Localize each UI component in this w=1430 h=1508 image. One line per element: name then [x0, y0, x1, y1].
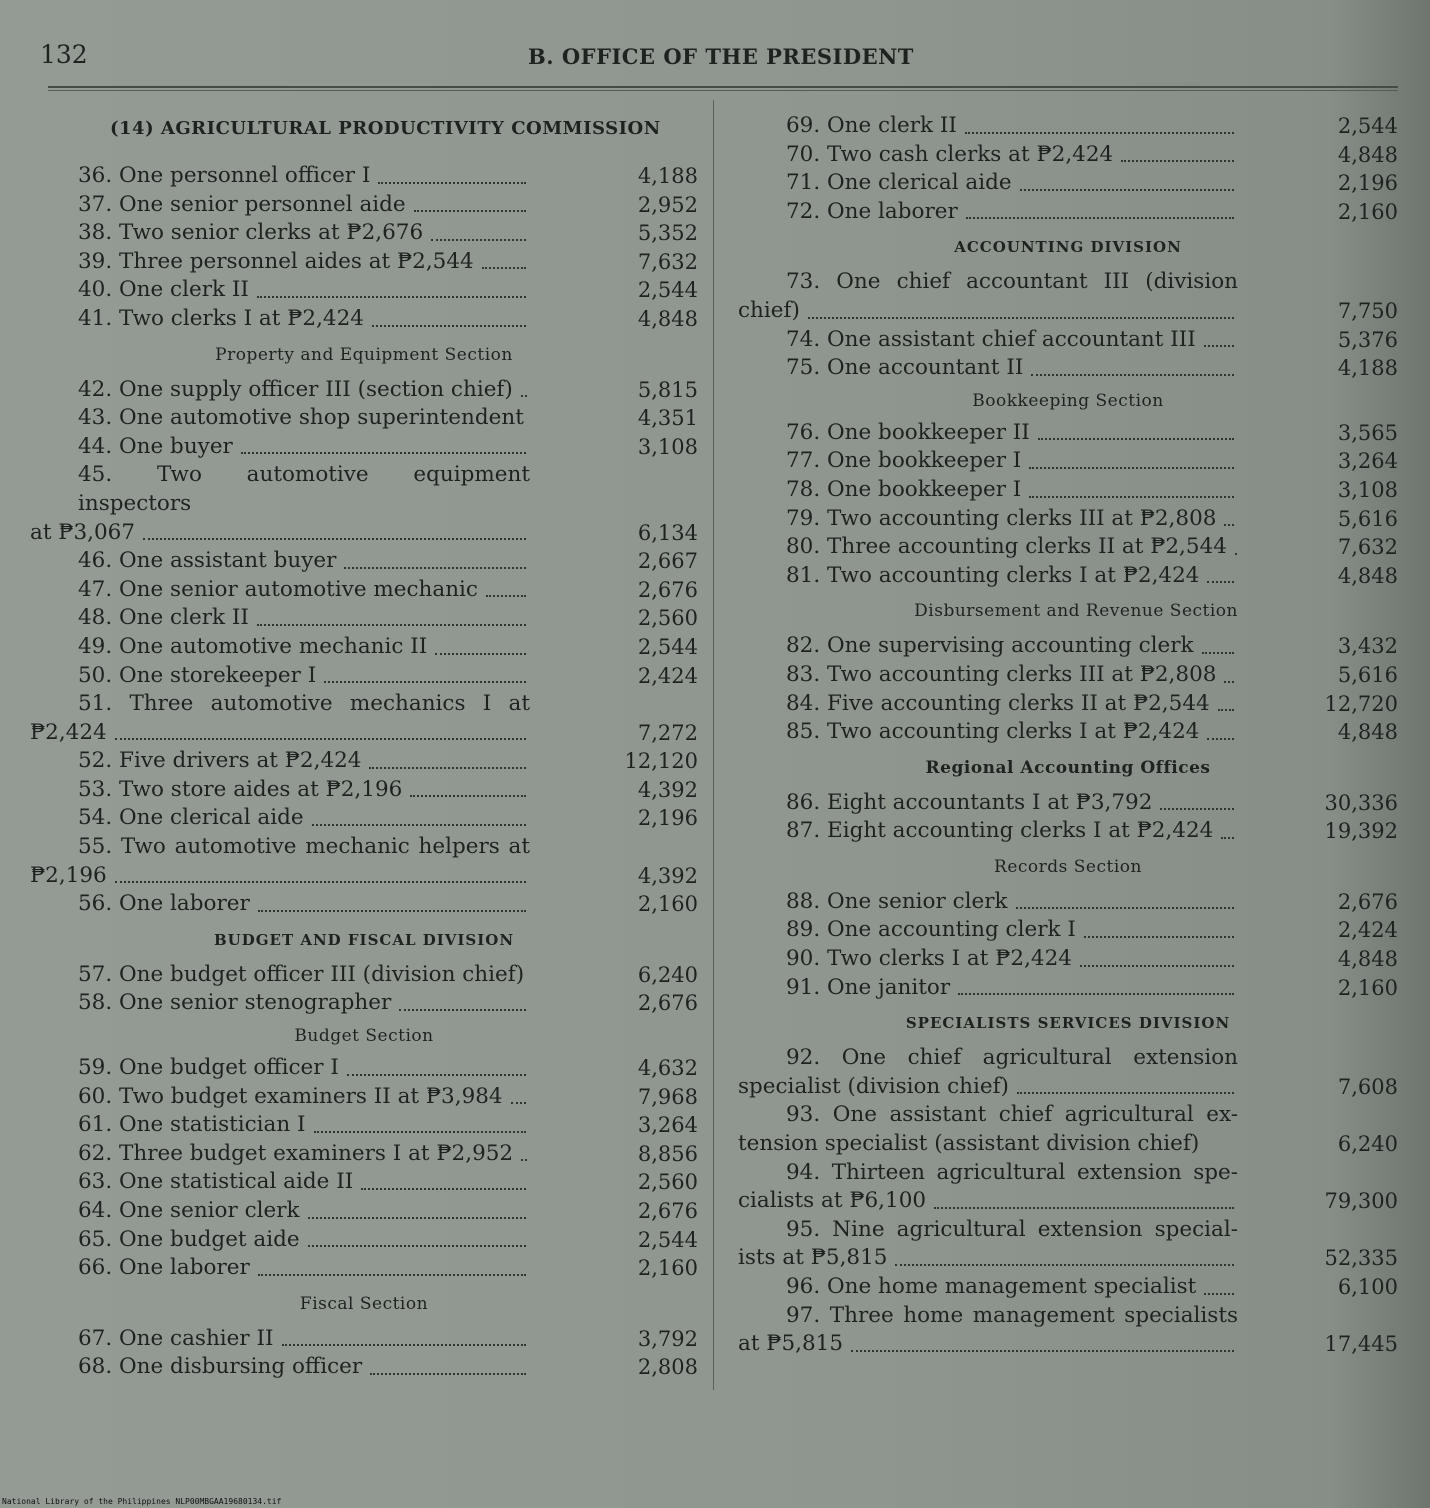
list-item — [30, 1226, 698, 1255]
leader-dots — [115, 738, 526, 740]
list-item — [30, 1111, 698, 1140]
item-text: 68. One disbursing officer — [78, 1354, 363, 1380]
list-item-multiline — [738, 1216, 1398, 1273]
list-item — [738, 198, 1398, 227]
item-text: 91. One janitor — [786, 974, 951, 1000]
section-heading: Budget Section — [294, 1026, 434, 1047]
item-amount: 7,968 — [637, 1084, 698, 1109]
item-amount: 7,750 — [1337, 298, 1398, 323]
item-amount: 6,240 — [637, 962, 698, 987]
item-amount: 2,676 — [637, 577, 698, 602]
item-text: 76. One bookkeeper II — [786, 419, 1030, 445]
item-amount: 3,108 — [637, 434, 698, 459]
item-amount: 2,544 — [637, 634, 698, 659]
item-amount: 2,560 — [637, 1170, 698, 1195]
list-group — [738, 326, 1398, 383]
item-text: 64. One senior clerk — [78, 1198, 300, 1223]
item-text: 38. Two senior clerks at ₱2,676 — [78, 220, 424, 246]
list-group — [30, 1325, 698, 1382]
item-amount: 2,676 — [1337, 889, 1398, 914]
item-amount: 2,667 — [637, 549, 698, 574]
leader-dots — [282, 1344, 527, 1346]
item-amount: 3,792 — [637, 1326, 698, 1351]
item-text: 36. One personnel officer I — [78, 163, 371, 188]
item-amount: 2,160 — [637, 1256, 698, 1281]
item-text: 88. One senior clerk — [786, 888, 1008, 914]
leader-dots — [314, 1131, 526, 1133]
item-text: 77. One bookkeeper I — [786, 448, 1022, 474]
leader-dots — [257, 296, 526, 298]
item-line-2: specialist (division chief) — [738, 1073, 1009, 1099]
leader-dots — [1218, 709, 1234, 711]
page-title: B. OFFICE OF THE PRESIDENT — [528, 44, 914, 69]
list-group — [738, 789, 1398, 846]
list-item — [738, 1273, 1398, 1302]
item-text: 80. Three accounting clerks II at ₱2,544 — [786, 534, 1227, 560]
leader-dots — [1207, 738, 1234, 740]
list-item-multiline — [738, 1044, 1398, 1101]
item-amount: 17,445 — [1324, 1332, 1398, 1357]
section-heading: Property and Equipment Section — [215, 344, 513, 365]
column-divider — [713, 100, 714, 1390]
list-item — [30, 989, 698, 1018]
item-amount: 2,196 — [1337, 171, 1398, 196]
list-item — [738, 354, 1398, 383]
leader-dots — [1038, 438, 1234, 440]
item-amount: 52,335 — [1324, 1246, 1398, 1271]
list-item — [738, 789, 1398, 818]
list-item — [738, 945, 1398, 974]
item-amount: 5,616 — [1337, 506, 1398, 531]
leader-dots — [808, 317, 1234, 319]
item-text: 66. One laborer — [78, 1255, 250, 1281]
item-amount: 2,676 — [637, 991, 698, 1016]
list-item — [738, 661, 1398, 690]
list-item — [738, 112, 1398, 141]
item-amount: 5,815 — [637, 377, 698, 402]
item-line-1: 93. One assistant chief agricultural ex- — [786, 1102, 1238, 1128]
list-item — [30, 1325, 698, 1354]
leader-dots — [1204, 345, 1234, 347]
leader-dots — [1221, 837, 1234, 839]
list-item — [30, 890, 698, 919]
list-item-multiline — [30, 461, 698, 547]
item-text: 78. One bookkeeper I — [786, 476, 1022, 502]
item-text: 40. One clerk II — [78, 277, 249, 303]
list-item — [738, 974, 1398, 1003]
leader-dots — [1084, 936, 1234, 938]
list-group — [738, 888, 1398, 1002]
item-amount: 19,392 — [1324, 819, 1398, 844]
list-group — [30, 747, 698, 833]
item-amount: 3,264 — [637, 1113, 698, 1138]
list-item — [30, 162, 698, 191]
list-item — [738, 476, 1398, 505]
item-amount: 2,196 — [637, 806, 698, 831]
item-amount: 2,952 — [637, 192, 698, 217]
item-line-2: chief) — [738, 297, 800, 323]
item-line-2: ₱2,196 — [30, 862, 107, 888]
item-text: 81. Two accounting clerks I at ₱2,424 — [786, 562, 1200, 588]
item-amount: 4,848 — [1337, 720, 1398, 745]
section-heading: Records Section — [994, 856, 1142, 877]
list-item — [30, 191, 698, 220]
list-item — [30, 776, 698, 805]
leader-dots — [115, 881, 526, 883]
item-amount: 4,351 — [637, 406, 698, 431]
list-item — [30, 1083, 698, 1112]
section-heading: Regional Accounting Offices — [925, 757, 1211, 778]
item-amount: 2,160 — [1337, 975, 1398, 1000]
leader-dots — [966, 217, 1234, 219]
list-group — [738, 632, 1398, 746]
scan-footer: National Library of the Philippines NLP00MBGAA19680134.tif — [2, 1497, 282, 1506]
item-line-1: 95. Nine agricultural extension special- — [786, 1216, 1238, 1242]
item-amount: 3,432 — [1337, 634, 1398, 659]
leader-dots — [486, 595, 526, 597]
leader-dots — [1121, 160, 1234, 162]
page-number: 132 — [40, 40, 88, 69]
leader-dots — [934, 1207, 1234, 1209]
item-text: 43. One automotive shop superintendent — [78, 405, 524, 431]
leader-dots — [851, 1350, 1234, 1352]
left-column — [30, 112, 698, 1382]
list-item — [738, 888, 1398, 917]
leader-dots — [1029, 496, 1234, 498]
header-rule — [48, 86, 1398, 88]
item-amount: 4,392 — [637, 777, 698, 802]
item-amount: 4,848 — [1337, 563, 1398, 588]
leader-dots — [414, 210, 526, 212]
list-item — [30, 604, 698, 633]
leader-dots — [1224, 524, 1234, 526]
item-amount: 3,264 — [1337, 449, 1398, 474]
list-item — [738, 505, 1398, 534]
item-amount: 7,608 — [1337, 1074, 1398, 1099]
leader-dots — [482, 267, 526, 269]
list-item — [30, 747, 698, 776]
division-heading: BUDGET AND FISCAL DIVISION — [213, 930, 515, 949]
item-text: 65. One budget aide — [78, 1226, 300, 1252]
leader-dots — [347, 1074, 526, 1076]
item-text: 53. Two store aides at ₱2,196 — [78, 776, 403, 802]
leader-dots — [1204, 1293, 1234, 1295]
item-line-1: 97. Three home management specialists — [786, 1302, 1238, 1328]
leader-dots — [1224, 681, 1234, 683]
leader-dots — [435, 653, 526, 655]
item-text: 39. Three personnel aides at ₱2,544 — [78, 248, 474, 274]
item-text: 89. One accounting clerk I — [786, 917, 1076, 943]
item-amount: 30,336 — [1324, 790, 1398, 815]
list-item-multiline — [30, 833, 698, 890]
item-amount: 5,376 — [1337, 327, 1398, 352]
item-text: 47. One senior automotive mechanic — [78, 576, 478, 602]
item-amount: 12,720 — [1324, 691, 1398, 716]
right-column — [738, 112, 1398, 1359]
list-item — [30, 1353, 698, 1382]
item-line-2: tension specialist (assistant division chief) — [738, 1131, 1200, 1157]
list-item — [738, 562, 1398, 591]
leader-dots — [521, 1159, 527, 1161]
item-line-1: 45. Two automotive equipment inspectors — [78, 462, 530, 516]
item-text: 69. One clerk II — [786, 113, 957, 138]
division-heading: ACCOUNTING DIVISION — [954, 238, 1182, 257]
list-item — [30, 547, 698, 576]
item-text: 90. Two clerks I at ₱2,424 — [786, 946, 1072, 972]
item-text: 49. One automotive mechanic II — [78, 633, 428, 659]
item-text: 58. One senior stenographer — [78, 990, 392, 1016]
item-amount: 8,856 — [637, 1141, 698, 1166]
item-amount: 12,120 — [624, 749, 698, 774]
leader-dots — [258, 910, 526, 912]
list-item — [738, 817, 1398, 846]
list-item — [30, 433, 698, 462]
list-group — [738, 419, 1398, 591]
list-group — [30, 162, 698, 334]
item-amount: 3,108 — [1337, 477, 1398, 502]
list-item — [30, 576, 698, 605]
list-item — [30, 1140, 698, 1169]
leader-dots — [361, 1188, 526, 1190]
item-line-1: 92. One chief agricultural extension — [786, 1045, 1238, 1071]
leader-dots — [1020, 189, 1234, 191]
list-item — [30, 376, 698, 405]
section-heading: Bookkeeping Section — [972, 390, 1164, 411]
leader-dots — [965, 132, 1234, 134]
leader-dots — [257, 624, 526, 626]
leader-dots — [1080, 965, 1234, 967]
leader-dots — [378, 182, 526, 184]
list-item-multiline — [738, 1101, 1398, 1158]
list-item — [738, 326, 1398, 355]
leader-dots — [258, 1274, 526, 1276]
list-item — [30, 1054, 698, 1083]
item-text: 87. Eight accounting clerks I at ₱2,424 — [786, 818, 1214, 844]
leader-dots — [1017, 1092, 1234, 1094]
list-item — [738, 533, 1398, 562]
item-text: 62. Three budget examiners I at ₱2,952 — [78, 1140, 514, 1166]
item-line-1: 51. Three automotive mechanics I at — [78, 691, 530, 717]
item-amount: 4,188 — [1337, 356, 1398, 381]
leader-dots — [344, 567, 526, 569]
item-text: 85. Two accounting clerks I at ₱2,424 — [786, 719, 1200, 745]
item-text: 82. One supervising accounting clerk — [786, 633, 1194, 659]
leader-dots — [370, 1373, 526, 1375]
list-item — [30, 1254, 698, 1283]
item-amount: 4,848 — [1337, 142, 1398, 167]
item-amount: 4,392 — [637, 863, 698, 888]
item-text: 61. One statistician I — [78, 1112, 306, 1138]
list-item-multiline — [30, 690, 698, 747]
leader-dots — [521, 395, 527, 397]
item-line-1: 73. One chief accountant III (division — [786, 269, 1238, 295]
list-group — [30, 547, 698, 690]
item-amount: 7,272 — [637, 720, 698, 745]
leader-dots — [399, 1009, 526, 1011]
item-line-2: ₱2,424 — [30, 719, 107, 745]
item-text: 42. One supply officer III (section chief) — [78, 376, 513, 402]
list-item — [738, 632, 1398, 661]
leader-dots — [143, 538, 526, 540]
item-amount: 2,676 — [637, 1199, 698, 1223]
list-group — [30, 961, 698, 1018]
item-amount: 2,424 — [1337, 918, 1398, 943]
item-text: 60. Two budget examiners II at ₱3,984 — [78, 1083, 503, 1109]
list-group — [30, 376, 698, 462]
item-line-1: 55. Two automotive mechanic helpers at — [78, 834, 530, 860]
list-item — [30, 305, 698, 334]
item-amount: 4,848 — [1337, 947, 1398, 972]
list-group — [30, 1054, 698, 1283]
item-line-2: at ₱5,815 — [738, 1331, 844, 1357]
header-rule-thin — [48, 90, 1398, 91]
list-item — [738, 169, 1398, 198]
item-text: 57. One budget officer III (division chief) — [78, 961, 525, 987]
list-item — [30, 248, 698, 277]
item-text: 50. One storekeeper I — [78, 662, 317, 688]
item-amount: 2,544 — [1337, 114, 1398, 138]
item-text: 79. Two accounting clerks III at ₱2,808 — [786, 505, 1217, 531]
item-amount: 3,565 — [1337, 420, 1398, 445]
leader-dots — [241, 452, 526, 454]
leader-dots — [895, 1264, 1234, 1266]
item-amount: 5,616 — [1337, 662, 1398, 687]
item-text: 56. One laborer — [78, 891, 250, 917]
item-text: 86. Eight accountants I at ₱3,792 — [786, 789, 1153, 815]
item-amount: 2,544 — [637, 1227, 698, 1252]
leader-dots — [511, 1102, 526, 1104]
item-line-1: 94. Thirteen agricultural extension spe- — [786, 1159, 1238, 1185]
item-text: 71. One clerical aide — [786, 170, 1012, 196]
item-text: 44. One buyer — [78, 433, 233, 459]
item-text: 59. One budget officer I — [78, 1055, 339, 1081]
list-item — [738, 419, 1398, 448]
list-item-multiline — [738, 1302, 1398, 1359]
list-item — [738, 141, 1398, 170]
item-text: 48. One clerk II — [78, 605, 249, 631]
leader-dots — [1029, 467, 1234, 469]
leader-dots — [958, 993, 1234, 995]
leader-dots — [1160, 808, 1234, 810]
leader-dots — [431, 239, 526, 241]
item-amount: 5,352 — [637, 221, 698, 246]
item-amount: 6,100 — [1337, 1275, 1398, 1299]
leader-dots — [1207, 581, 1234, 583]
list-item-multiline — [738, 268, 1398, 325]
list-item — [738, 690, 1398, 719]
list-item — [30, 404, 698, 433]
leader-dots — [312, 824, 526, 826]
list-item-multiline — [738, 1159, 1398, 1216]
item-amount: 7,632 — [1337, 535, 1398, 560]
leader-dots — [308, 1245, 526, 1247]
division-heading: SPECIALISTS SERVICES DIVISION — [905, 1014, 1231, 1033]
item-text: 46. One assistant buyer — [78, 548, 337, 574]
item-text: 74. One assistant chief accountant III — [786, 326, 1196, 352]
item-amount: 2,160 — [637, 892, 698, 917]
item-amount: 2,160 — [1337, 199, 1398, 224]
item-text: 84. Five accounting clerks II at ₱2,544 — [786, 690, 1210, 716]
item-line-2: ists at ₱5,815 — [738, 1245, 888, 1271]
list-group — [738, 112, 1398, 226]
leader-dots — [410, 795, 526, 797]
list-item — [30, 961, 698, 990]
leader-dots — [324, 681, 526, 683]
item-amount: 6,240 — [1337, 1132, 1398, 1157]
list-item — [30, 1197, 698, 1226]
list-item — [30, 633, 698, 662]
list-item — [30, 276, 698, 305]
commission-heading: (14) AGRICULTURAL PRODUCTIVITY COMMISSION — [110, 118, 661, 139]
item-amount: 79,300 — [1324, 1189, 1398, 1214]
item-text: 37. One senior personnel aide — [78, 191, 406, 217]
leader-dots — [1202, 652, 1234, 654]
item-amount: 2,560 — [637, 606, 698, 631]
item-amount: 4,188 — [637, 164, 698, 188]
item-text: 83. Two accounting clerks III at ₱2,808 — [786, 661, 1217, 687]
leader-dots — [369, 767, 526, 769]
list-item — [30, 804, 698, 833]
item-amount: 7,632 — [637, 249, 698, 274]
item-amount: 2,424 — [637, 663, 698, 688]
list-item — [30, 219, 698, 248]
list-item — [738, 447, 1398, 476]
item-text: 63. One statistical aide II — [78, 1169, 354, 1195]
leader-dots — [308, 1217, 526, 1219]
section-heading: Fiscal Section — [299, 1293, 429, 1314]
item-text: 96. One home management specialist — [786, 1274, 1197, 1299]
item-text: 41. Two clerks I at ₱2,424 — [78, 305, 364, 331]
leader-dots — [1031, 374, 1234, 376]
item-amount: 4,632 — [637, 1056, 698, 1081]
list-item — [738, 916, 1398, 945]
item-line-2: cialists at ₱6,100 — [738, 1188, 927, 1214]
item-amount: 2,544 — [637, 278, 698, 303]
list-item — [738, 718, 1398, 747]
item-line-2: at ₱3,067 — [30, 519, 136, 545]
list-item — [30, 662, 698, 691]
list-item — [30, 1168, 698, 1197]
item-amount: 2,808 — [637, 1355, 698, 1380]
item-text: 52. Five drivers at ₱2,424 — [78, 748, 362, 774]
section-heading: Disbursement and Revenue Section — [914, 601, 1238, 622]
item-text: 67. One cashier II — [78, 1325, 274, 1351]
leader-dots — [1016, 907, 1234, 909]
item-text: 54. One clerical aide — [78, 805, 304, 831]
item-text: 75. One accountant II — [786, 355, 1024, 381]
item-text: 72. One laborer — [786, 198, 958, 224]
item-text: 70. Two cash clerks at ₱2,424 — [786, 141, 1114, 167]
item-amount: 4,848 — [637, 306, 698, 331]
item-amount: 6,134 — [637, 520, 698, 545]
leader-dots — [372, 325, 526, 327]
